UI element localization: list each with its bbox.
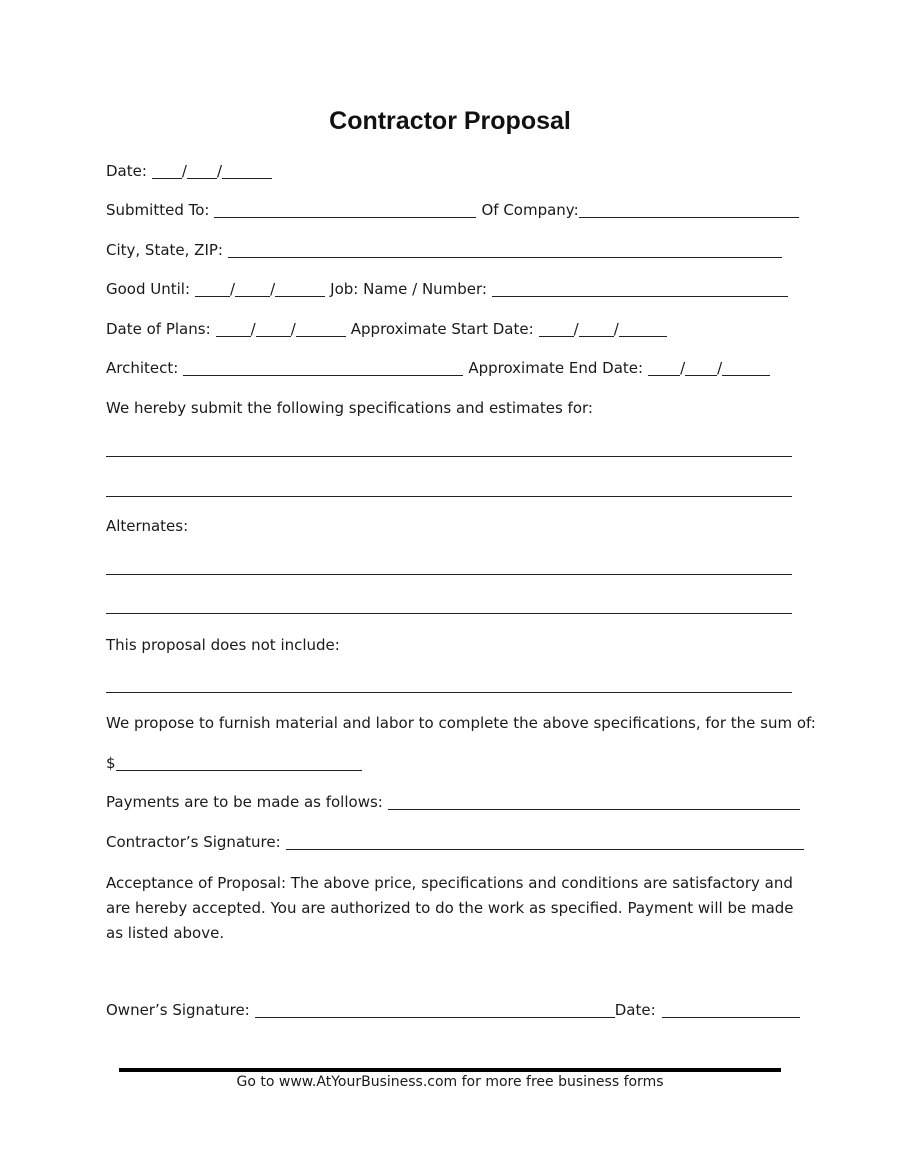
date-separator: /	[290, 320, 296, 338]
date-separator: /	[250, 320, 256, 338]
date-separator: /	[680, 359, 686, 377]
good-until-row	[106, 276, 788, 300]
date-separator: /	[216, 162, 223, 180]
owner-signature-label: Owner’s Signature:	[106, 1001, 250, 1019]
footer-divider	[119, 1068, 781, 1072]
not-include-row	[106, 632, 340, 656]
good-until-day-field[interactable]	[235, 295, 270, 297]
owner-date-field[interactable]	[662, 1016, 800, 1018]
page-title: Contractor Proposal	[329, 107, 571, 135]
owner-signature-field[interactable]	[255, 1016, 615, 1018]
date-label: Date:	[106, 162, 147, 180]
date-separator: /	[181, 162, 187, 180]
architect-label: Architect:	[106, 359, 179, 377]
plans-year-field[interactable]	[296, 335, 346, 337]
start-day-field[interactable]	[579, 335, 614, 337]
propose-label: We propose to furnish material and labor to complete the above specifications, for the sum of:	[106, 714, 816, 732]
alternates-row	[106, 513, 188, 537]
good-until-year-field[interactable]	[275, 295, 325, 297]
end-month-field[interactable]	[648, 374, 680, 376]
submitted-to-label: Submitted To:	[106, 201, 210, 219]
specs-intro-label: We hereby submit the following specifications and estimates for:	[106, 399, 593, 417]
of-company-label: Of Company:	[481, 201, 579, 219]
owner-date-label: Date:	[614, 1001, 656, 1019]
date-of-plans-label: Date of Plans:	[106, 320, 211, 338]
date-year-field[interactable]	[222, 177, 272, 179]
architect-row	[106, 355, 770, 379]
payments-row	[106, 789, 800, 813]
date-separator: /	[270, 280, 276, 298]
good-until-month-field[interactable]	[195, 295, 230, 297]
dollar-sign: $	[106, 754, 116, 772]
start-year-field[interactable]	[619, 335, 667, 337]
date-month-field[interactable]	[152, 177, 182, 179]
architect-field[interactable]	[183, 374, 463, 376]
specs-line-2[interactable]	[106, 496, 792, 497]
sum-field[interactable]	[116, 769, 362, 771]
payments-field[interactable]	[388, 808, 800, 810]
job-name-number-label: Job: Name / Number:	[330, 280, 487, 298]
plans-day-field[interactable]	[256, 335, 291, 337]
submitted-to-row	[106, 197, 799, 221]
footer-text: Go to www.AtYourBusiness.com for more free business forms	[236, 1074, 664, 1090]
end-day-field[interactable]	[685, 374, 717, 376]
contractor-signature-label: Contractor’s Signature:	[106, 833, 281, 851]
city-state-zip-label: City, State, ZIP:	[106, 241, 223, 259]
date-row	[106, 158, 272, 182]
contractor-signature-row	[106, 829, 804, 853]
date-day-field[interactable]	[187, 177, 217, 179]
city-state-zip-field[interactable]	[228, 256, 782, 258]
good-until-label: Good Until:	[106, 280, 191, 298]
date-separator: /	[573, 320, 579, 338]
acceptance-text: Acceptance of Proposal: The above price, specifications and conditions are satisfactory and are hereby accepted. You are authorized to do the work as specified. Payment will be made as listed above.	[106, 874, 794, 942]
job-name-number-field[interactable]	[492, 295, 788, 297]
approx-start-label: Approximate Start Date:	[350, 320, 534, 338]
owner-signature-row	[106, 997, 800, 1021]
of-company-field[interactable]	[579, 216, 799, 218]
date-separator: /	[717, 359, 723, 377]
date-separator: /	[230, 280, 236, 298]
date-separator: /	[613, 320, 619, 338]
specs-intro-row	[106, 395, 593, 419]
approx-end-label: Approximate End Date:	[468, 359, 644, 377]
date-of-plans-row	[106, 316, 667, 340]
alternates-line-2[interactable]	[106, 613, 792, 614]
plans-month-field[interactable]	[216, 335, 251, 337]
alternates-line-1[interactable]	[106, 574, 792, 575]
not-include-label: This proposal does not include:	[106, 636, 340, 654]
sum-row	[106, 750, 362, 774]
submitted-to-field[interactable]	[214, 216, 476, 218]
propose-row	[106, 710, 816, 734]
start-month-field[interactable]	[539, 335, 574, 337]
city-state-zip-row	[106, 237, 782, 261]
alternates-label: Alternates:	[106, 517, 189, 535]
contractor-signature-field[interactable]	[286, 848, 804, 850]
payments-label: Payments are to be made as follows:	[106, 793, 383, 811]
end-year-field[interactable]	[722, 374, 770, 376]
specs-line-1[interactable]	[106, 456, 792, 457]
not-include-line[interactable]	[106, 692, 792, 693]
